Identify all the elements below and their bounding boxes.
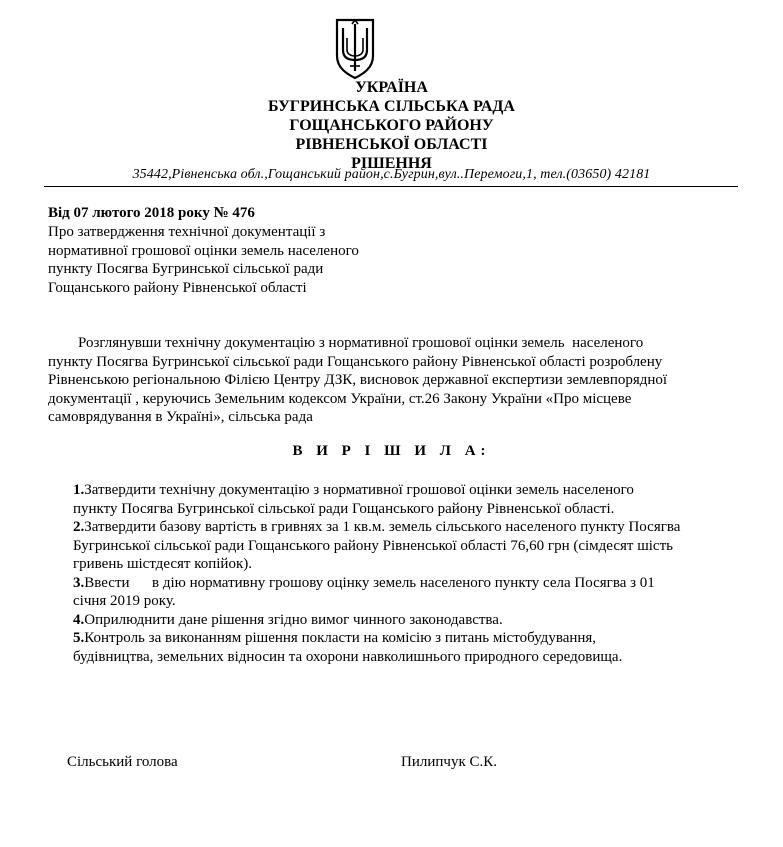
region-name: РІВНЕНСЬКОЇ ОБЛАСТІ [295, 136, 488, 153]
council-name: БУГРИНСЬКА СІЛЬСЬКА РАДА [268, 98, 515, 115]
item-text: Затвердити базову вартість в гривнях за 1 кв.м. земель сільського населеного пункту Посягва [84, 519, 681, 535]
preamble-line: пункту Посягва Бугринської сільської ради Гощанського району Рівненської області розроблену [48, 353, 663, 370]
item-number: 1. [73, 482, 85, 498]
signatory-title: Сільський голова [67, 754, 178, 770]
preamble-line: Розглянувши технічну документацію з нормативної грошової оцінки земель населеного [48, 335, 644, 351]
subject-line: нормативної грошової оцінки земель населеного [48, 242, 359, 259]
subject-line: Гощанського району Рівненської області [48, 279, 307, 296]
decision-item-4 [73, 611, 729, 630]
item-number: 5. [73, 630, 85, 646]
item-text: Оприлюднити дане рішення згідно вимог чинного законодавства. [84, 611, 503, 628]
preamble-paragraph [48, 334, 730, 427]
decision-items [73, 481, 729, 666]
decision-subject [48, 223, 408, 297]
item-text: Контроль за виконанням рішення покласти на комісію з питань містобудування, [84, 630, 597, 646]
item-number: 4. [73, 611, 85, 628]
preamble-line: документації , керуючись Земельним кодексом України, ст.26 Закону України «Про місцеве [48, 390, 632, 407]
item-text: гривень шістдесят копійок). [73, 556, 252, 572]
decision-item-3 [73, 574, 729, 593]
decision-item-2 [73, 518, 729, 537]
council-address: 35442,Рівненська обл.,Гощанський район,с.Бугрин,вул..Перемоги,1, тел.(03650) 42181 [132, 167, 651, 182]
item-text: будівництва, земельних відносин та охорони навколишнього природного середовища. [73, 648, 623, 665]
item-number: 3. [73, 574, 85, 591]
signatory-name: Пилипчук С.К. [401, 754, 497, 770]
country-name: УКРАЇНА [355, 79, 428, 96]
item-number: 2. [73, 519, 85, 535]
decision-item-1 [73, 481, 729, 500]
district-name: ГОЩАНСЬКОГО РАЙОНУ [289, 117, 494, 134]
preamble-line: самоврядування в Україні», сільська рада [48, 409, 313, 425]
item-text: Ввести в дію нормативну грошову оцінку земель населеного пункту села Посягва з 01 [84, 574, 655, 591]
trident-coat-of-arms-icon [333, 16, 377, 80]
item-text: пункту Посягва Бугринської сільської ради Гощанського району Рівненської області. [73, 500, 615, 517]
resolved-heading: В И Р І Ш И Л А: [292, 443, 491, 459]
subject-line: пункту Посягва Бугринської сільської ради [48, 261, 324, 277]
subject-line: Про затвердження технічної документації з [48, 224, 326, 240]
document-header [0, 78, 783, 173]
preamble-line: Рівненською регіональною Філією Центру ДЗК, висновок державної експертизи землевпорядної [48, 372, 668, 388]
document-type: РІШЕННЯ [351, 155, 432, 172]
decision-date-number: Від 07 лютого 2018 року № 476 [48, 205, 255, 221]
header-divider [44, 186, 738, 187]
decision-item-5 [73, 629, 729, 648]
item-text: Бугринської сільської ради Гощанського району Рівненської області 76,60 грн (сімдесят шість [73, 537, 673, 554]
item-text: січня 2019 року. [73, 593, 176, 609]
item-text: Затвердити технічну документацію з нормативної грошової оцінки земель населеного [84, 482, 634, 498]
